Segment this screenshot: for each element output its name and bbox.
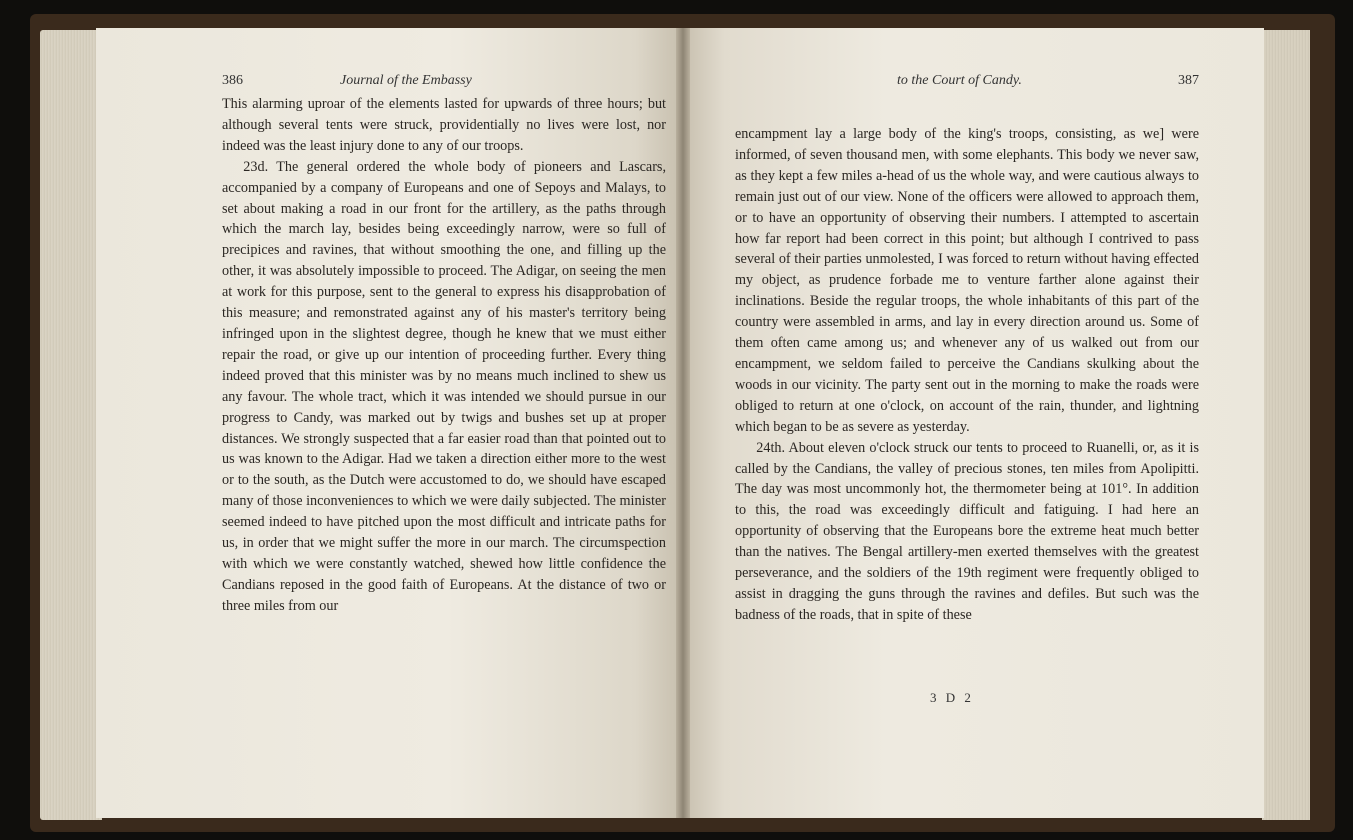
right-page-body [735,124,1199,626]
running-head: to the Court of Candy. [897,73,1022,88]
paragraph: encampment lay a large body of the king's troops, consisting, as we] were informed, of seven thousand men, with some elephants. This body we never saw, as they kept a few miles a-head of us the whole way, and were cautious always to remain just out of our view. None of the officers were allowed to approach them, or to have an opportunity of observing their numbers. I attempted to ascertain how far report had been correct in this point; but although I contrived to pass several of their parties unmolested, I was forced to return without having effected my object, as prudence forbade me to venture farther alone against their inclinations. Beside the regular troops, the whole inhabitants of this part of the country were assembled in arms, and lay in every direction around us. Some of them often came among us; and whenever any of us walked out from our encampment, we seldom failed to perceive the Candians skulking about the woods in our vicinity. The party sent out in the morning to make the roads were obliged to return at one o'clock, on account of the rain, thunder, and lightning which began to be as severe as yesterday. [735,126,1199,435]
left-page-body [222,94,666,617]
running-head: Journal of the Embassy [340,73,472,88]
paragraph: 24th. About eleven o'clock struck our tents to proceed to Ruanelli, or, as it is called by the Candians, the valley of precious stones, ten miles from Apolipitti. The day was most uncommonly hot, the thermometer being at 101°. In addition to this, the road was exceedingly difficult and fatiguing. I had here an opportunity of observing that the Europeans bore the extreme heat much better than the natives. The Bengal artillery-men exerted themselves with the greatest perseverance, and the soldiers of the 19th regiment were frequently obliged to assist in dragging the guns through the ravines and defiles. But such was the badness of the roads, that in spite of these [735,439,1199,623]
signature-mark: 3 D 2 [930,690,974,705]
book-gutter [676,28,690,818]
paragraph: 23d. The general ordered the whole body of pioneers and Lascars, accompanied by a company of Europeans and one of Sepoys and Malays, to set about making a road in our front for the artillery, as the paths through which the march lay, besides being exceedingly narrow, were so full of precipices and ravines, that without smoothing the one, and filling up the other, it was absolutely impossible to proceed. The Adigar, on seeing the men at work for this purpose, sent to the general to express his disapprobation of this measure; and remonstrated against any of his master's territory being infringed upon in the slightest degree, though he knew that we must either repair the road, or give up our intention of proceeding further. Every thing indeed proved that this minister was by no means much inclined to shew us any favour. The whole tract, which it was intended we should pursue in our progress to Candy, was marked out by twigs and bushes set up at proper distances. We strongly suspected that a far easier road than that pointed out to us was known to the Adigar. Had we taken a direction either more to the west or to the south, as the Dutch were accustomed to do, we should have escaped many of those inconveniences to which we were daily subjected. The minister seemed indeed to have pitched upon the most difficult and intricate paths for us, in order that we might suffer the more in our march. The circumspection with which we were constantly watched, shewed how little confidence the Candians reposed in the good faith of Europeans. At the distance of two or three miles from our [222,158,666,614]
paragraph: This alarming uproar of the elements lasted for upwards of three hours; but although several tents were struck, providentially no lives were lost, nor indeed was the least injury done to any of our troops. [222,96,666,154]
page-edges-left [40,30,102,820]
page-number: 386 [222,73,243,88]
page-edges-right [1262,30,1310,820]
page-number: 387 [1178,73,1199,88]
